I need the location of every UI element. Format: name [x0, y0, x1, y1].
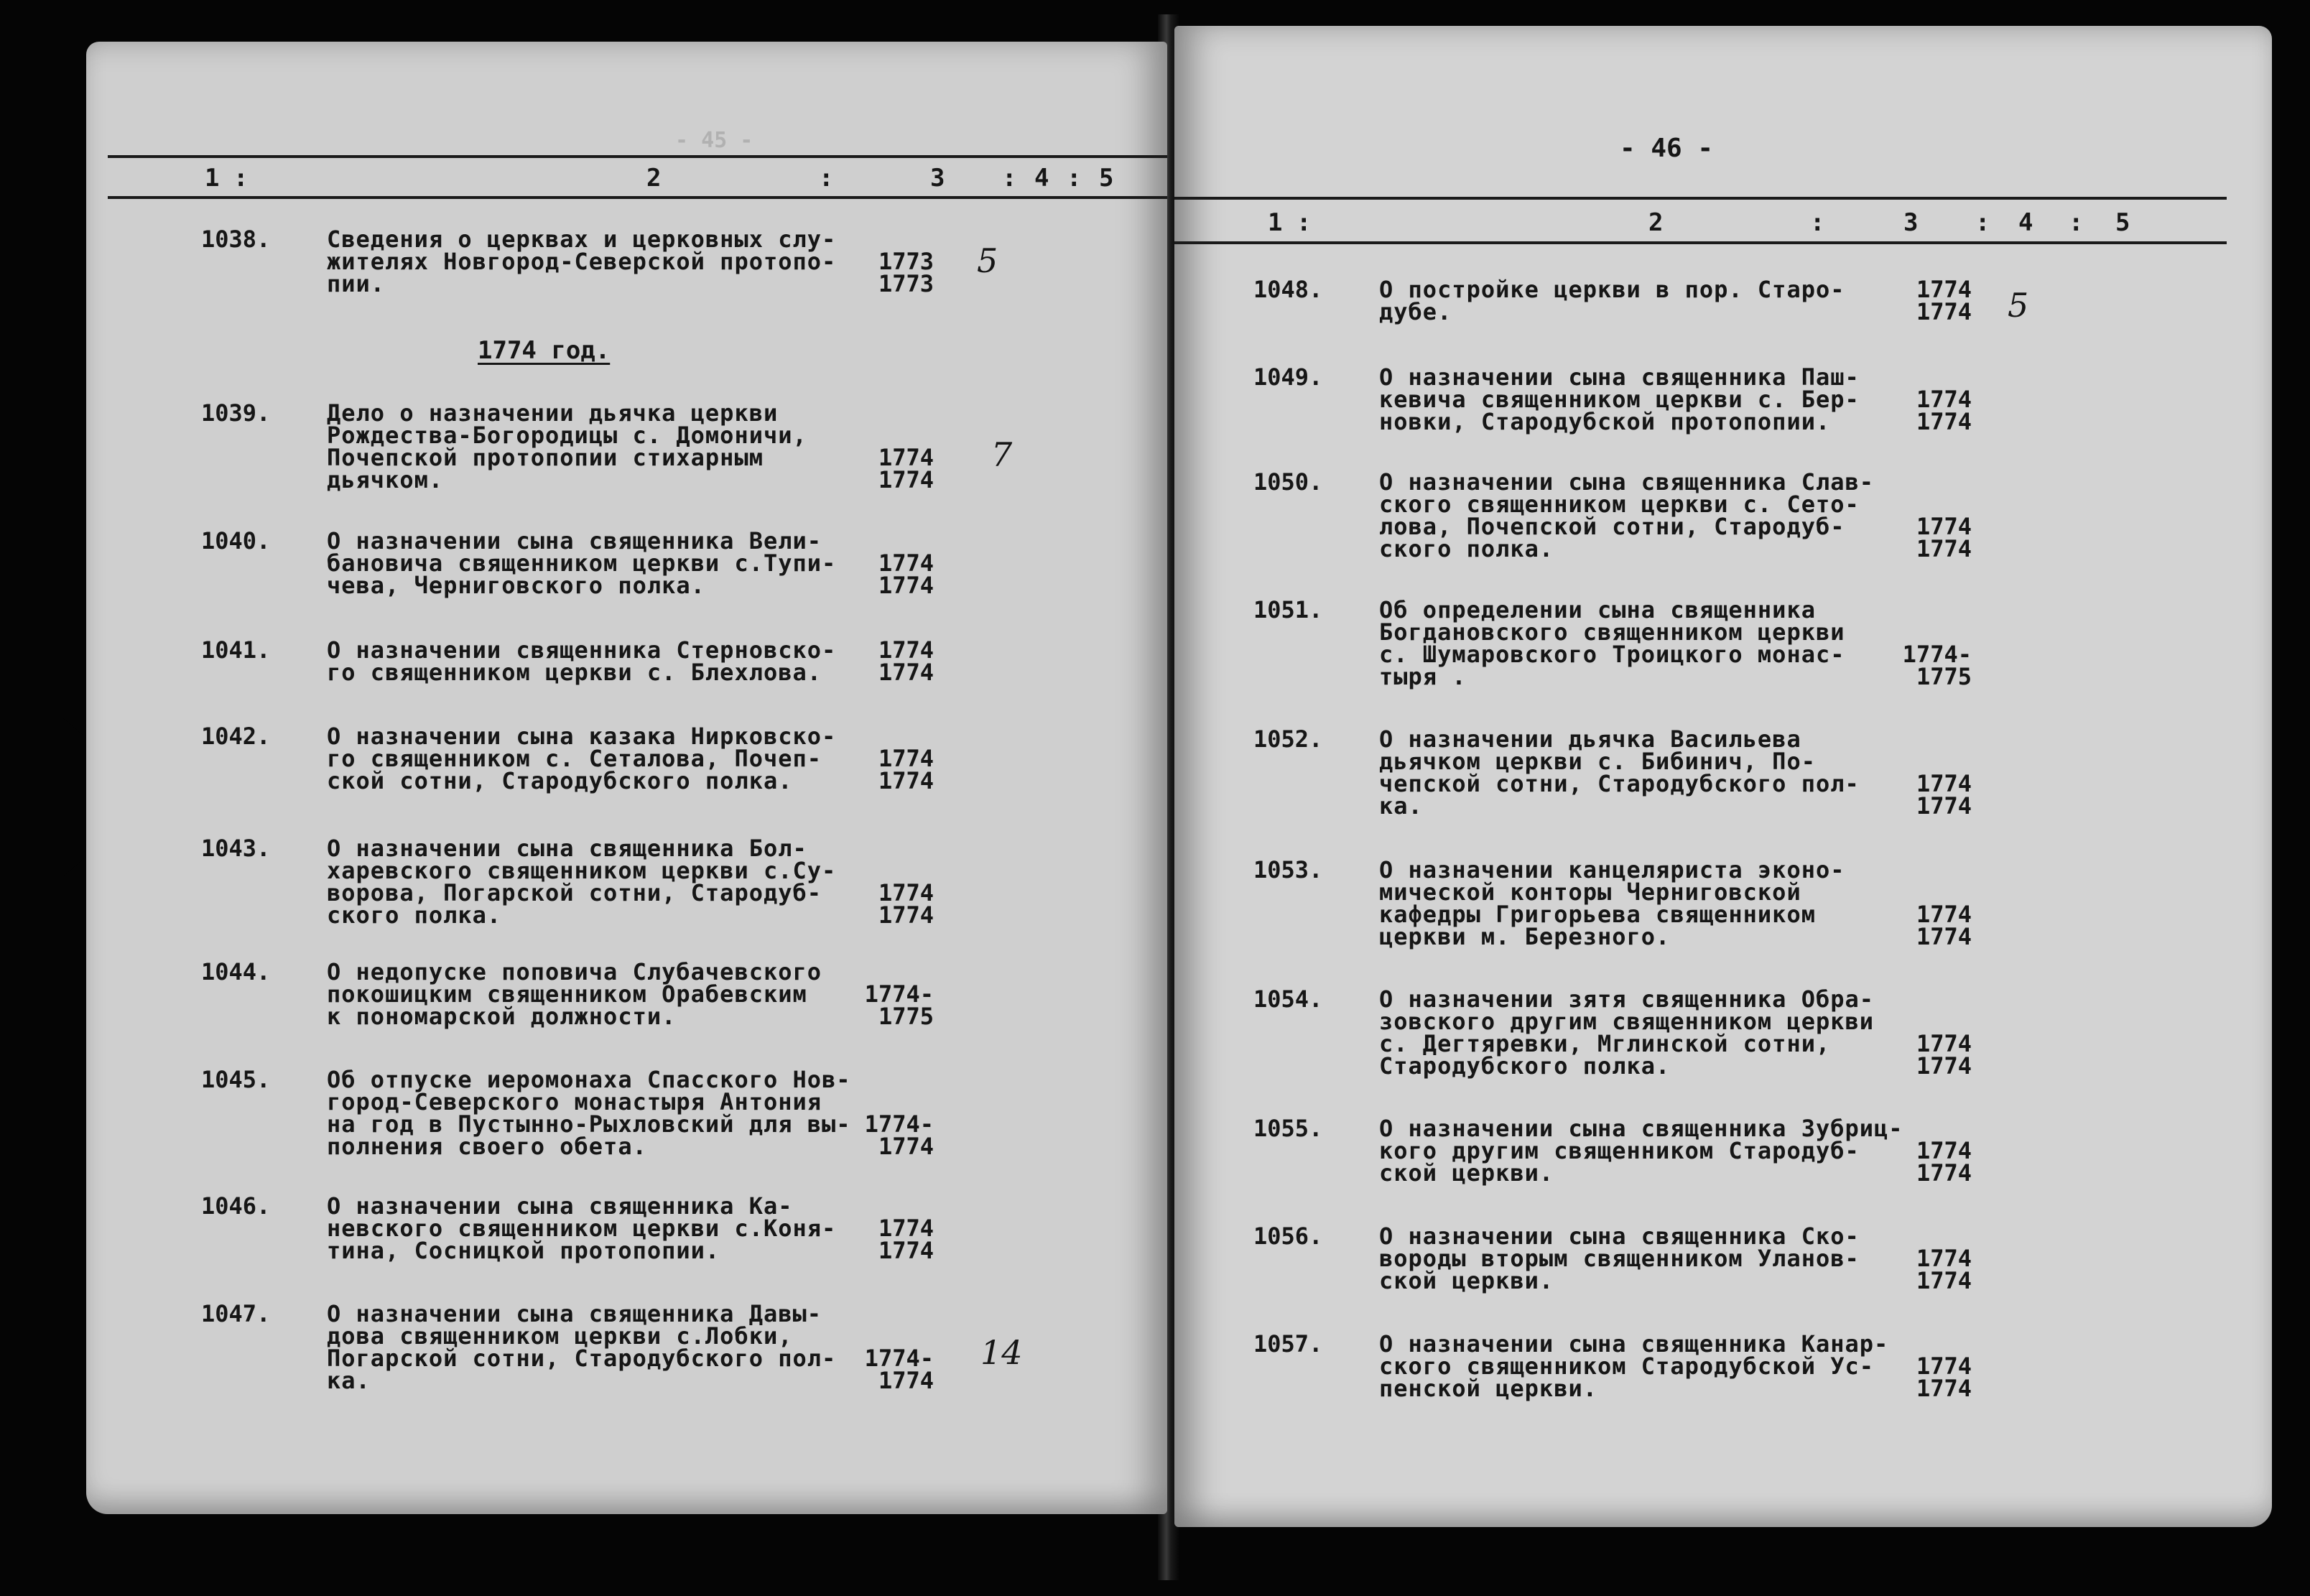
entry-year-start: 1774 — [878, 444, 934, 471]
entry-number: 1055. — [1253, 1115, 1323, 1142]
entry-text: О назначении священника Стерновско- го священником церкви с. Блехлова. — [327, 636, 837, 686]
entry-year-end: 1774 — [1916, 923, 1972, 950]
entry-years — [1885, 1355, 1972, 1400]
entry-year-start: 1774- — [864, 980, 934, 1008]
entry-text: О назначении сына казака Нирковско- го священником с. Сеталова, Почеп- ской сотни, Стародубского полка. — [327, 723, 837, 794]
entry-years — [848, 745, 934, 794]
col-sep: : — [1975, 208, 1990, 237]
entry-text: Об отпуске иеромонаха Спасского Нов- город-Северского монастыря Антония на год в Пустынно-Рыхловский для вы- полнения своего обета. — [327, 1066, 851, 1160]
entry-year-start: 1774 — [1916, 1245, 1972, 1272]
col-head-1: 1 — [205, 164, 221, 192]
handwritten-mark: 7 — [991, 435, 1013, 474]
entry-text: Дело о назначении дьячка церкви Рождества-Богородицы с. Домоничи, Почепской протопопии стихарным дьячком. — [327, 399, 807, 493]
entry-number: 1043. — [201, 835, 271, 862]
entry-number: 1049. — [1253, 363, 1323, 391]
entry-year-start: 1774 — [1916, 1030, 1972, 1057]
entry-year-end: 1775 — [878, 1003, 934, 1030]
entry-year-end: 1774 — [878, 1367, 934, 1394]
col-sep: : — [819, 164, 834, 192]
entry-year-end: 1774 — [1916, 408, 1972, 435]
entry-number: 1041. — [201, 636, 271, 664]
entry-year-start: 1774 — [1916, 513, 1972, 540]
entry-year-start: 1774- — [864, 1345, 934, 1372]
entry-number: 1057. — [1253, 1330, 1323, 1358]
entry-year-end: 1774 — [1916, 298, 1972, 325]
col-sep: : — [1002, 164, 1017, 192]
entry-number: 1053. — [1253, 856, 1323, 883]
entry-year-end: 1774 — [878, 1237, 934, 1264]
col-head-2: 2 — [646, 164, 663, 192]
entry-years — [1885, 1030, 1972, 1080]
col-sep: : — [233, 164, 249, 192]
entry-years — [848, 1110, 934, 1160]
entry-year-start: 1774 — [1916, 386, 1972, 413]
entry-year-end: 1774 — [1916, 792, 1972, 820]
entry-year-end: 1774 — [878, 1133, 934, 1160]
entry-text: О назначении сына священника Давы- дова священником церкви с.Лобки, Погарской сотни, Стародубского пол- ка. — [327, 1300, 837, 1394]
entry-text: Сведения о церквах и церковных слу- жителях Новгород-Северской протопо- пии. — [327, 226, 837, 297]
ghost-page-number: - 45 - — [675, 128, 753, 153]
entry-years — [848, 549, 934, 599]
entry-text: О назначении сына священника Ка- невского священником церкви с.Коня- тина, Сосницкой протопопии. — [327, 1192, 837, 1264]
entry-number: 1051. — [1253, 596, 1323, 623]
entry-years — [848, 879, 934, 929]
col-head-5: 5 — [2115, 208, 2132, 237]
entry-year-start: 1774 — [1916, 901, 1972, 928]
entry-number: 1044. — [201, 958, 271, 985]
entry-number: 1047. — [201, 1300, 271, 1327]
entry-years — [848, 248, 934, 297]
col-sep: : — [1810, 208, 1825, 237]
entry-year-end: 1774 — [1916, 1159, 1972, 1187]
entry-year-end: 1773 — [878, 270, 934, 297]
col-sep: : — [2069, 208, 2084, 237]
entry-number: 1054. — [1253, 985, 1323, 1013]
entry-number: 1050. — [1253, 468, 1323, 496]
entry-number: 1046. — [201, 1192, 271, 1220]
entry-year-end: 1774 — [1916, 1375, 1972, 1402]
entry-years — [1885, 1245, 1972, 1294]
entry-year-start: 1774 — [878, 745, 934, 772]
entry-text: О назначении сына священника Паш- кевича священником церкви с. Бер- новки, Стародубской протопопии. — [1379, 363, 1860, 435]
entry-text: О назначении зятя священника Обра- зовского другим священником церкви с. Дегтяревки, Мглинской сотни, Стародубского полка. — [1379, 985, 1875, 1080]
entry-number: 1040. — [201, 527, 271, 555]
entry-number: 1038. — [201, 226, 271, 253]
header-line-top — [1174, 197, 2227, 200]
entry-year-start: 1774- — [1902, 641, 1972, 668]
entry-year-end: 1775 — [1916, 663, 1972, 690]
col-sep: : — [1297, 208, 1312, 237]
entry-number: 1056. — [1253, 1222, 1323, 1250]
entry-years — [848, 1347, 934, 1392]
col-head-5: 5 — [1099, 164, 1115, 192]
entry-year-start: 1774 — [1916, 770, 1972, 797]
entry-year-start: 1774 — [878, 549, 934, 577]
right-page — [1174, 26, 2272, 1527]
entry-years — [848, 1217, 934, 1262]
entry-text: О назначении сына священника Зубриц- кого другим священником Стародуб- ской церкви. — [1379, 1115, 1903, 1187]
entry-year-end: 1774 — [878, 767, 934, 794]
col-head-3: 3 — [930, 164, 947, 192]
entry-text: О назначении дьячка Васильева дьячком церкви с. Бибинич, По- чепской сотни, Стародубского пол- ка. — [1379, 725, 1860, 820]
year-heading: 1774 год. — [478, 336, 611, 365]
entry-years — [1885, 513, 1972, 562]
entry-year-start: 1774 — [1916, 1137, 1972, 1164]
entry-text: О постройке церкви в пор. Старо- дубе. — [1379, 276, 1845, 325]
entry-years — [1885, 770, 1972, 820]
entry-years — [1885, 1137, 1972, 1187]
entry-years — [1885, 386, 1972, 435]
entry-year-end: 1774 — [878, 572, 934, 599]
handwritten-mark: 5 — [977, 241, 998, 280]
entry-text: О назначении сына священника Бол- харевского священником церкви с.Су- ворова, Погарской сотни, Стародуб- ского полка. — [327, 835, 837, 929]
entry-year-end: 1774 — [1916, 1052, 1972, 1080]
entry-year-end: 1774 — [878, 901, 934, 929]
header-line-top — [108, 155, 1167, 158]
left-page — [86, 42, 1167, 1514]
entry-number: 1048. — [1253, 276, 1323, 303]
col-head-2: 2 — [1648, 208, 1665, 237]
entry-years — [848, 980, 934, 1030]
entry-year-start: 1774 — [878, 636, 934, 664]
col-head-1: 1 — [1268, 208, 1284, 237]
entry-year-end: 1774 — [878, 466, 934, 493]
col-sep: : — [1067, 164, 1082, 192]
entry-number: 1039. — [201, 399, 271, 427]
entry-text: О назначении сына священника Вели- бановича священником церкви с.Тупи- чева, Черниговского полка. — [327, 527, 837, 599]
entry-year-end: 1774 — [878, 659, 934, 686]
entry-year-end: 1774 — [1916, 1267, 1972, 1294]
entry-text: О назначении канцеляриста эконо- мической конторы Черниговской кафедры Григорьева священником церкви м. Березного. — [1379, 856, 1845, 950]
entry-number: 1042. — [201, 723, 271, 750]
col-head-4: 4 — [1034, 164, 1051, 192]
handwritten-mark: 5 — [2008, 286, 2029, 325]
handwritten-mark: 14 — [980, 1333, 1023, 1372]
header-line-bottom — [108, 196, 1167, 199]
entry-years — [848, 444, 934, 493]
col-head-4: 4 — [2018, 208, 2035, 237]
entry-years — [1885, 276, 1972, 325]
col-head-3: 3 — [1903, 208, 1920, 237]
entry-number: 1052. — [1253, 725, 1323, 753]
entry-year-end: 1774 — [1916, 535, 1972, 562]
entry-years — [848, 636, 934, 686]
entry-year-start: 1774 — [1916, 276, 1972, 303]
entry-years — [1885, 901, 1972, 950]
header-line-bottom — [1174, 241, 2227, 244]
entry-text: О назначении сына священника Канар- ского священником Стародубской Ус- пенской церкви. — [1379, 1330, 1889, 1402]
entry-year-start: 1774- — [864, 1110, 934, 1138]
entry-text: О недопуске поповича Слубачевского покошицким священником Орабевским к пономарской должности. — [327, 958, 822, 1030]
page-number: - 46 - — [1620, 134, 1714, 163]
entry-year-start: 1773 — [878, 248, 934, 275]
entry-text: О назначении сына священника Ско- вороды вторым священником Уланов- ской церкви. — [1379, 1222, 1860, 1294]
entry-years — [1885, 641, 1972, 690]
entry-year-start: 1774 — [878, 1215, 934, 1242]
entry-number: 1045. — [201, 1066, 271, 1093]
entry-year-start: 1774 — [878, 879, 934, 906]
entry-text: О назначении сына священника Слав- ского священником церкви с. Сето- лова, Почепской сотни, Стародуб- ского полка. — [1379, 468, 1875, 562]
entry-text: Об определении сына священника Богдановского священником церкви с. Шумаровского Троицкого монас- тыря . — [1379, 596, 1845, 690]
entry-year-start: 1774 — [1916, 1353, 1972, 1380]
